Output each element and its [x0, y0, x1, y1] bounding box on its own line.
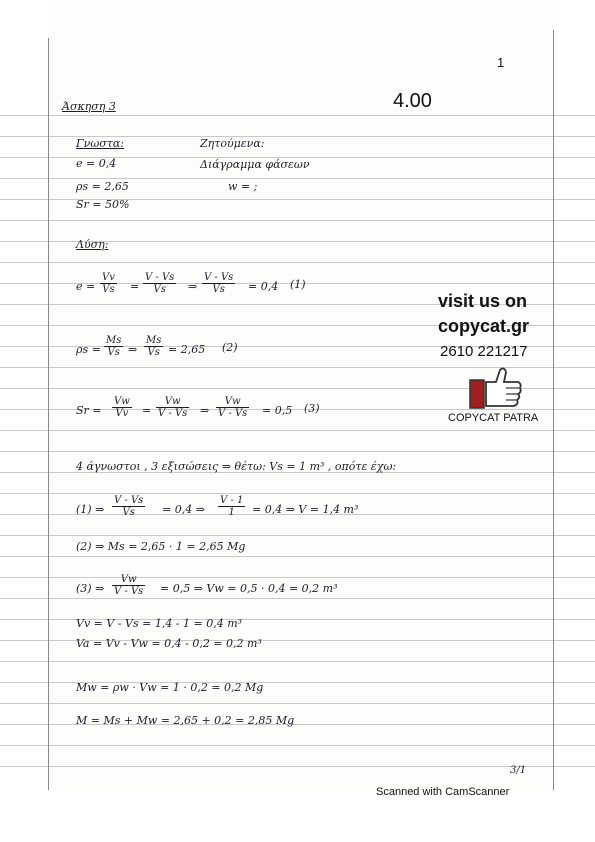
watermark-brand: COPYCAT PATRA	[448, 412, 539, 424]
watermark-line2: copycat.gr	[438, 316, 530, 336]
given-item: e = 0,4	[76, 157, 117, 170]
exercise-heading: Άσκηση 3	[62, 100, 116, 113]
given-item: Sr = 50%	[76, 198, 130, 211]
page-number: 1	[497, 55, 505, 70]
solution-step-7: M = Ms + Mw = 2,65 + 0,2 = 2,85 Mg	[76, 714, 295, 727]
scanner-credit: Scanned with CamScanner	[376, 786, 510, 798]
margin-line-right	[553, 30, 554, 790]
solution-step-6: Mw = ρw · Vw = 1 · 0,2 = 0,2 Mg	[76, 681, 264, 694]
solution-title: Λύση:	[76, 238, 109, 251]
given-item: ρs = 2,65	[76, 180, 129, 193]
watermark-phone: 2610 221217	[440, 343, 528, 360]
solution-step-4: Vv = V - Vs = 1,4 - 1 = 0,4 m³	[76, 617, 243, 630]
wanted-title: Ζητούμενα:	[200, 137, 265, 150]
thumbs-up-icon	[466, 366, 526, 412]
footer-page: 3/1	[510, 765, 527, 776]
unknowns-statement: 4 άγνωστοι , 3 εξισώσεις ⇒ θέτω: Vs = 1 m³ , οπότε έχω:	[76, 460, 397, 473]
wanted-item: Διάγραμμα φάσεων	[200, 158, 310, 171]
margin-line-left	[48, 38, 49, 790]
wanted-item: w = ;	[228, 180, 258, 193]
solution-step-2: (2) ⇒ Ms = 2,65 · 1 = 2,65 Mg	[76, 540, 246, 553]
watermark-line1: visit us on	[438, 291, 528, 311]
solution-step-5: Va = Vv - Vw = 0,4 - 0,2 = 0,2 m³	[76, 637, 262, 650]
grade: 4.00	[393, 90, 432, 112]
given-title: Γνωστα:	[76, 137, 125, 150]
